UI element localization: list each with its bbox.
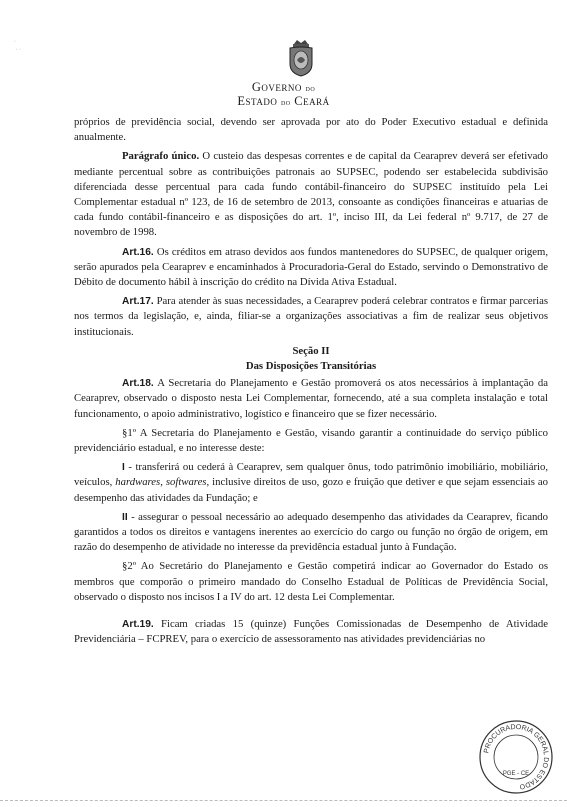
page-bottom-rule [0, 800, 567, 801]
article-18: Art.18. A Secretaria do Planejamento e Gestão promoverá os atos necessários à implantação da Cearaprev, observado o disposto nesta Lei Complementar, fornecendo, até a sua completa instalação e total funcionamento, o apoio administrativo, logístico e financeiro que se fizer necessário. [74, 377, 548, 420]
paragraph-continuation: próprios de previdência social, devendo ser aprovada por ato do Poder Executivo estadual e definida anualmente. [74, 116, 548, 144]
svg-text:PGE - CE: PGE - CE [502, 771, 530, 777]
pge-seal-stamp [476, 717, 556, 797]
document-body [74, 115, 548, 652]
article-19: Art.19. Ficam criadas 15 (quinze) Funções Comissionadas de Desempenho de Atividade Previdenciária – FCPREV, para o exercício de assessoramento nas atividades previdenciárias no [74, 618, 548, 646]
section-heading: Seção II [292, 344, 330, 357]
paragraph-1: §1º A Secretaria do Planejamento e Gestão, visando garantir a continuidade do serviço público previdenciário estadual, e no interesse deste: [74, 426, 548, 455]
inciso-1: I - transferirá ou cederá à Cearaprev, sem qualquer ônus, todo patrimônio imobiliário, mobiliário, veículos, hardwares, softwares, inclusive direitos de uso, gozo e fruição que detiver e que sejam essenciais ao desempenho das atividades da Fundação; e [74, 461, 549, 504]
section-title: Das Disposições Transitórias [245, 360, 377, 373]
article-17: Art.17. Para atender às suas necessidades, a Cearaprev poderá celebrar contratos e firmar parcerias nos termos da legislação, e, ainda, filiar-se a organizações associativas a fim de realizar seus objetivos institucionais. [74, 295, 548, 338]
header-governo: Governo do [251, 80, 316, 94]
inciso-2: II - assegurar o pessoal necessário ao adequado desempenho das atividades da Cearaprev, ficando garantidos a todos os direitos e vantagens inerentes ao exercício do cargo ou função no órgão de origem, em razão do desempenho de atividade no interesse da previdência estadual junto à Fundação. [74, 510, 548, 554]
paragrafo-unico: Parágrafo único. O custeio das despesas correntes e de capital da Cearaprev deverá ser efetivado mediante percentual sobre as contribuições patronais ao SUPSEC, podendo ser estabelecida subdivisão diferenciada desse percentual para cada fundo contábil-financeiro do SUPSEC instituído pela Lei Complementar estadual nº 123, de 16 de setembro de 2013, consoante as condições financeiras e atuarias de cada fundo contábil-financeiro e as disposições do art. 1º, inciso III, da Lei federal nº 9.717, de 27 de novembro de 1998. [74, 150, 548, 239]
spacer [74, 609, 548, 617]
margin-marks: · · · [14, 39, 21, 53]
header-estado: Estado do Ceará [237, 94, 330, 108]
article-16: Art.16. Os créditos em atraso devidos aos fundos mantenedores do SUPSEC, de qualquer origem, serão apurados pela Cearaprev e encaminhados à Procuradoria-Geral do Estado, servindo o Demonstrativo de Débito de documento hábil à inscrição do crédito na Dívida Ativa Estadual. [74, 245, 548, 289]
svg-text:PROCURADORIA GERAL DO ESTADO: PROCURADORIA GERAL DO ESTADO [483, 723, 550, 790]
paragraph-2: §2º Ao Secretário do Planejamento e Gestão competirá indicar ao Governador do Estado os membros que comporão o primeiro mandado do Conselho Estadual de Políticas de Previdência Social, observado o disposto nos incisos I a IV do art. 12 desta Lei Complementar. [74, 560, 548, 603]
state-coat-of-arms-icon [285, 38, 317, 78]
